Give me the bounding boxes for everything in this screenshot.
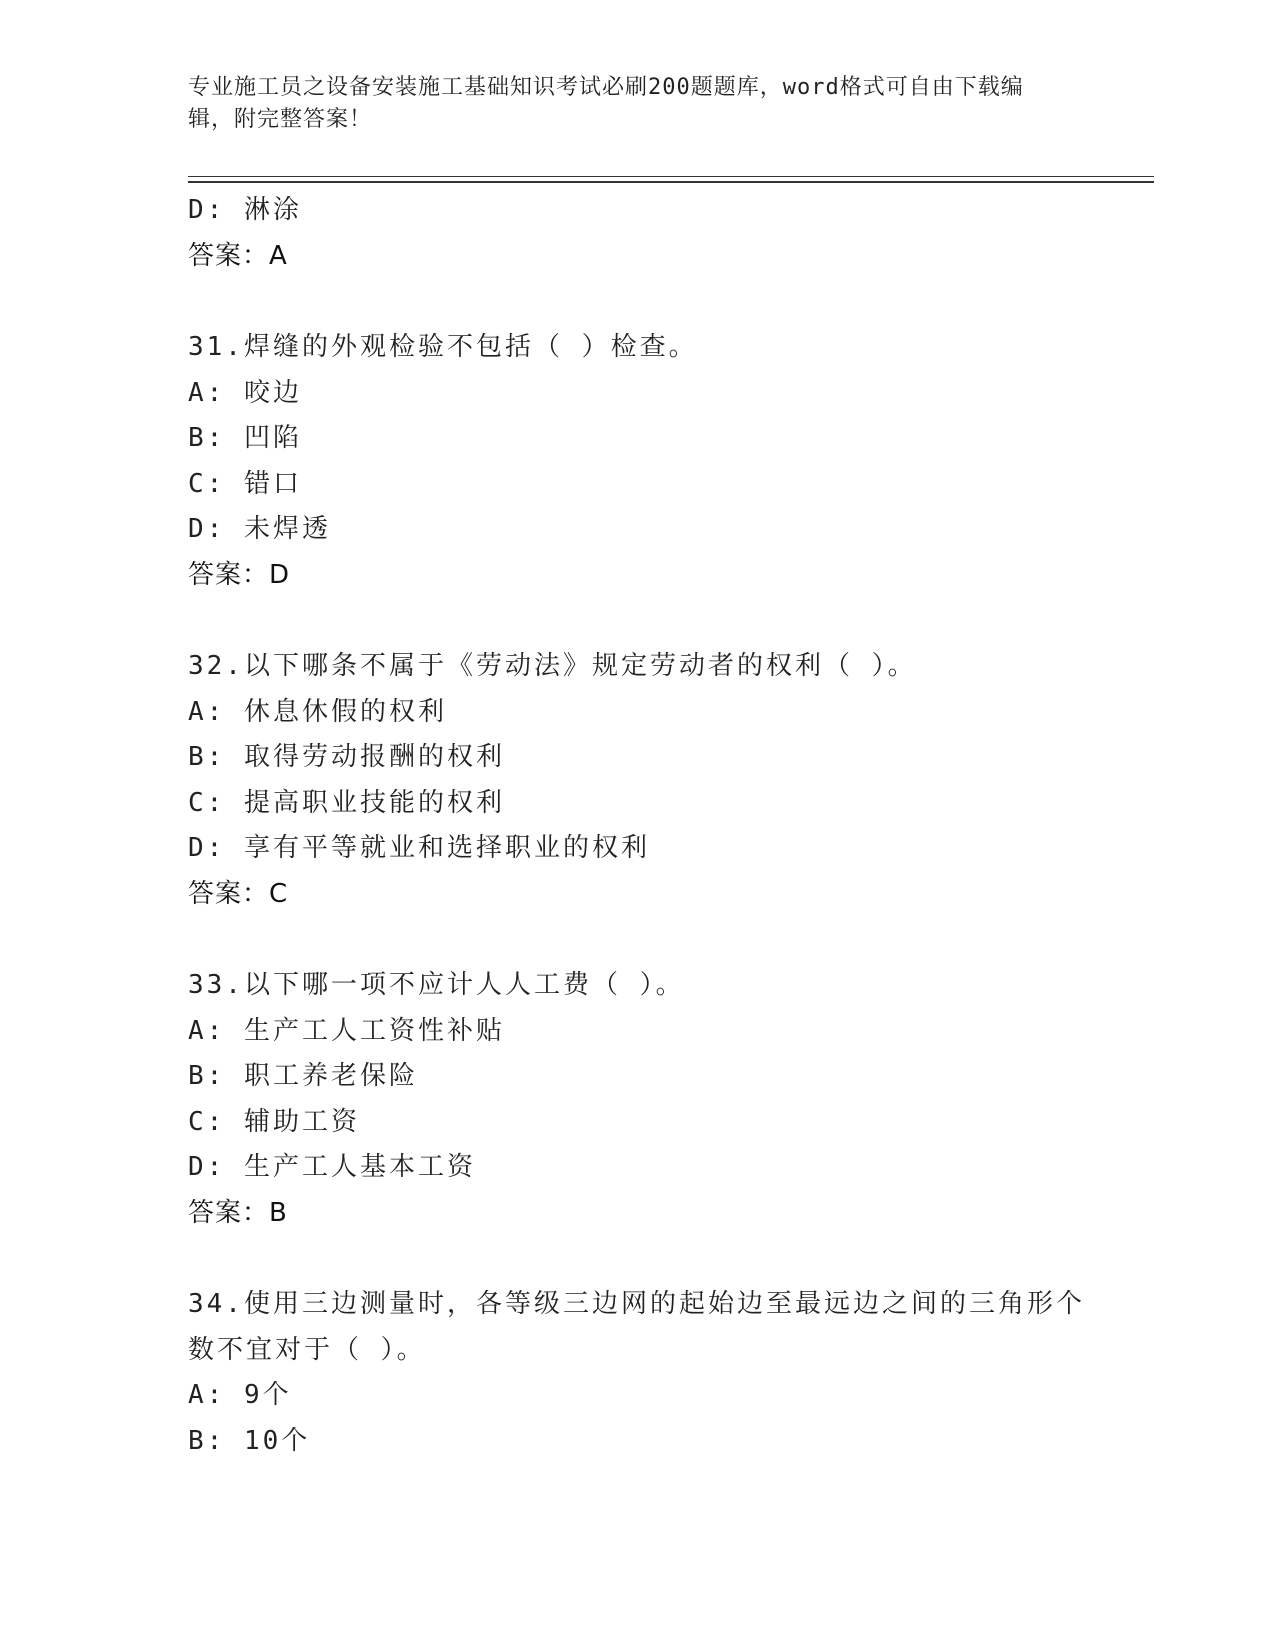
option-c: C: 错口 (188, 468, 302, 499)
prev-question-answer: 答案：A (188, 240, 288, 271)
question-answer: 答案：D (188, 559, 291, 590)
question-31 (188, 325, 1088, 598)
option-c: C: 提高职业技能的权利 (188, 787, 505, 818)
option-a: A: 9个 (188, 1380, 292, 1410)
page-header-title: 专业施工员之设备安装施工基础知识考试必刷200题题库，word格式可自由下载编辑，附完整答案！ (188, 75, 1024, 132)
option-a: A: 生产工人工资性补贴 (188, 1015, 505, 1046)
header-divider-bottom (188, 181, 1154, 183)
option-b: B: 职工养老保险 (188, 1061, 418, 1091)
option-a: A: 咬边 (188, 377, 302, 408)
option-d: D: 享有平等就业和选择职业的权利 (188, 833, 650, 863)
option-c: C: 辅助工资 (188, 1106, 360, 1137)
option-b: B: 取得劳动报酬的权利 (188, 742, 505, 772)
question-answer: 答案：B (188, 1197, 288, 1228)
question-32 (188, 644, 1088, 917)
option-b: B: 凹陷 (188, 423, 302, 453)
prev-question-option-d: D: 淋涂 (188, 195, 302, 225)
header-divider-top (188, 176, 1154, 177)
question-stem-line-2: 数不宜对于（ ）。 (188, 1334, 426, 1365)
option-d: D: 未焊透 (188, 514, 331, 544)
option-d: D: 生产工人基本工资 (188, 1152, 476, 1182)
question-stem: 33.以下哪一项不应计人人工费（ ）。 (188, 970, 685, 1000)
question-stem-line-1: 34.使用三边测量时，各等级三边网的起始边至最远边之间的三角形个 (188, 1289, 1085, 1319)
option-b: B: 10个 (188, 1425, 311, 1456)
option-a: A: 休息休假的权利 (188, 696, 447, 727)
question-answer: 答案：C (188, 878, 289, 909)
question-34 (188, 1282, 1088, 1464)
question-stem: 32.以下哪条不属于《劳动法》规定劳动者的权利（ ）。 (188, 651, 917, 681)
question-content (188, 188, 1088, 1464)
question-stem: 31.焊缝的外观检验不包括（ ）检查。 (188, 332, 698, 362)
question-33 (188, 963, 1088, 1236)
